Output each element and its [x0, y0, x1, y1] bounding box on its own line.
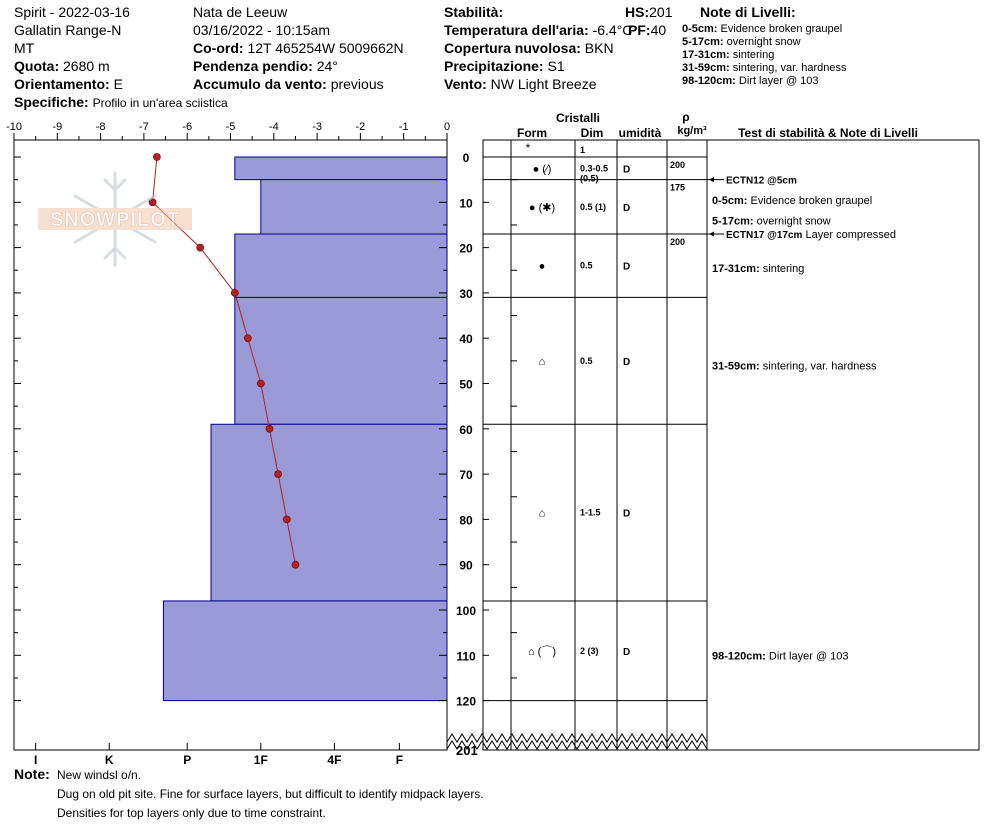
air-temp-value: -6.4°C — [592, 22, 633, 38]
pf-label: PF: — [628, 22, 651, 38]
grain-size: 0.5 (1) — [580, 201, 607, 212]
temperature-point — [231, 289, 238, 296]
hardness-label: F — [395, 753, 404, 767]
depth-tick-label: 40 — [459, 332, 473, 347]
hardness-bar — [235, 234, 447, 297]
notes-label: Note: — [14, 766, 50, 782]
layer-side-note: 17-31cm: sintering — [712, 262, 805, 275]
grain-form: ● (✱) — [528, 201, 556, 214]
surface-size: 1 — [580, 145, 586, 155]
grain-size: 0.5 — [580, 355, 593, 366]
temperature-point — [197, 244, 204, 251]
site-date: Spirit - 2022-03-16 — [14, 4, 130, 20]
temperature-point — [153, 154, 160, 161]
grain-size: (0.5) — [580, 173, 599, 184]
layer-side-note: 0-5cm: Evidence broken graupel — [712, 195, 873, 208]
hardness-bar — [211, 424, 447, 601]
air-temp-label: Temperatura dell'aria: — [444, 22, 589, 38]
temp-tick-label: -10 — [6, 121, 22, 133]
grain-size: 0.5 — [580, 260, 593, 271]
density-value: 200 — [670, 237, 686, 248]
aspect-label: Orientamento: — [14, 76, 110, 92]
grain-form: ⌂ — [538, 355, 546, 368]
layer-side-note: 31-59cm: sintering, var. hardness — [712, 360, 877, 373]
moisture-header: umidità — [618, 126, 662, 140]
grain-size: 0.3-0.5 — [580, 163, 609, 174]
depth-tick-label: 120 — [455, 694, 477, 709]
note-line: Densities for top layers only due to time constraint. — [57, 806, 326, 820]
range-name: Gallatin Range-N — [14, 22, 122, 38]
density-unit-header: kg/m³ — [677, 125, 707, 137]
observer: Nata de Leeuw — [193, 4, 288, 20]
temperature-point — [292, 561, 299, 568]
grain-size: 1-1.5 — [580, 507, 601, 518]
hardness-bar — [235, 297, 447, 424]
temp-tick-label: -4 — [268, 121, 279, 133]
precip-label: Precipitazione: — [444, 58, 544, 74]
depth-break-zigzag — [447, 734, 707, 742]
layer-side-note: 5-17cm: overnight snow — [712, 215, 831, 228]
slope-label: Pendenza pendio: — [193, 58, 313, 74]
form-header: Form — [517, 126, 547, 140]
temp-tick-label: -6 — [182, 121, 193, 133]
temp-tick-label: -3 — [312, 121, 322, 133]
layer-note: 5-17cm: overnight snow — [682, 36, 801, 48]
layer-note: 0-5cm: Evidence broken graupel — [682, 23, 843, 35]
coord-label: Co-ord: — [193, 40, 244, 56]
temp-tick-label: 0 — [443, 121, 451, 133]
hs-label: HS: — [625, 4, 650, 20]
layer-note: 98-120cm: Dirt layer @ 103 — [682, 75, 819, 87]
hs-bottom-label: 201 — [456, 743, 478, 758]
stability-label: Stabilità: — [444, 4, 504, 20]
grain-form: ● (⁄) — [532, 163, 552, 176]
depth-tick-label: 80 — [459, 513, 473, 528]
depth-tick-label: 90 — [459, 558, 473, 573]
coord-value: 12T 465254W 5009662N — [247, 40, 404, 56]
hardness-label: 4F — [327, 753, 342, 767]
depth-tick-label: 100 — [455, 604, 477, 618]
temp-tick-label: -9 — [52, 121, 63, 133]
temp-tick-label: -1 — [398, 121, 409, 133]
temperature-point — [244, 335, 251, 342]
hardness-label: K — [104, 753, 114, 767]
moisture-value: D — [623, 508, 631, 520]
grain-size: 2 (3) — [580, 645, 599, 656]
hardness-bar — [235, 157, 447, 180]
surface-form-icon: * — [525, 141, 531, 155]
moisture-value: D — [623, 164, 631, 176]
rho-header: ρ — [682, 110, 690, 124]
wind-load-label: Accumulo da vento: — [193, 76, 327, 92]
depth-tick-label: 50 — [459, 377, 473, 392]
specifics-label: Specifiche: — [14, 94, 89, 110]
pf-value: 40 — [650, 22, 667, 38]
moisture-value: D — [623, 356, 631, 368]
test-arrow-icon — [709, 177, 714, 182]
datetime: 03/16/2022 - 10:15am — [193, 22, 330, 38]
wind-value: NW Light Breeze — [490, 76, 597, 92]
density-value: 200 — [670, 160, 686, 170]
note-line: Dug on old pit site. Fine for surface layers, but difficult to identify midpack layers. — [57, 787, 484, 801]
snowpilot-logo — [38, 173, 192, 265]
moisture-value: D — [623, 261, 631, 273]
depth-tick-label: 0 — [462, 151, 470, 165]
temperature-point — [275, 471, 282, 478]
depth-tick-label: 10 — [459, 196, 473, 211]
logo-text: SNOWPILOT — [49, 209, 181, 231]
temperature-point — [283, 516, 290, 523]
moisture-value: D — [623, 646, 631, 658]
slope-value: 24° — [316, 58, 338, 74]
state: MT — [14, 40, 35, 56]
grain-form: ⌂ — [538, 507, 546, 520]
layer-notes-title: Note di Livelli: — [700, 4, 796, 20]
stability-test: ECTN17 @17cm Layer compressed — [726, 229, 896, 242]
size-header: Dim — [580, 126, 604, 140]
test-arrow-icon — [709, 232, 714, 237]
hardness-label: I — [33, 753, 38, 767]
hs-value: 201 — [649, 4, 673, 20]
temp-tick-label: -8 — [95, 121, 106, 133]
temp-tick-label: -2 — [355, 121, 366, 133]
grain-form: ⌂ (⌒) — [527, 645, 557, 658]
depth-tick-label: 30 — [459, 286, 473, 301]
cloud-value: BKN — [584, 40, 614, 56]
grain-form: ● — [538, 260, 546, 273]
hardness-label: 1F — [253, 753, 268, 767]
tests-header: Test di stabilità & Note di Livelli — [738, 126, 918, 140]
stability-test: ECTN12 @5cm — [726, 175, 797, 187]
temp-tick-label: -7 — [139, 121, 149, 133]
crystals-header: Cristalli — [555, 111, 601, 125]
aspect-value: E — [113, 76, 123, 92]
hardness-label: P — [183, 753, 192, 767]
depth-tick-label: 20 — [459, 241, 473, 256]
depth-tick-label: 70 — [459, 468, 473, 483]
temperature-point — [257, 380, 264, 387]
layer-note: 31-59cm: sintering, var. hardness — [682, 62, 847, 74]
depth-tick-label: 60 — [459, 422, 473, 437]
precip-value: S1 — [547, 58, 565, 74]
wind-label: Vento: — [444, 76, 487, 92]
temperature-point — [266, 425, 273, 432]
wind-load-value: previous — [330, 76, 384, 92]
density-value: 175 — [670, 182, 686, 193]
note-line: New windsl o/n. — [57, 768, 142, 782]
depth-tick-label: 110 — [456, 649, 476, 664]
layer-note: 17-31cm: sintering — [682, 49, 775, 61]
moisture-value: D — [623, 202, 631, 214]
elevation-label: Quota: — [14, 58, 60, 74]
elevation-value: 2680 m — [63, 58, 110, 74]
temp-tick-label: -5 — [225, 121, 236, 133]
layer-side-note: 98-120cm: Dirt layer @ 103 — [712, 650, 849, 663]
specifics-value: Profilo in un'area sciistica — [92, 96, 228, 110]
hardness-bar — [163, 601, 447, 701]
hardness-bar — [261, 180, 447, 234]
cloud-label: Copertura nuvolosa: — [444, 40, 581, 56]
